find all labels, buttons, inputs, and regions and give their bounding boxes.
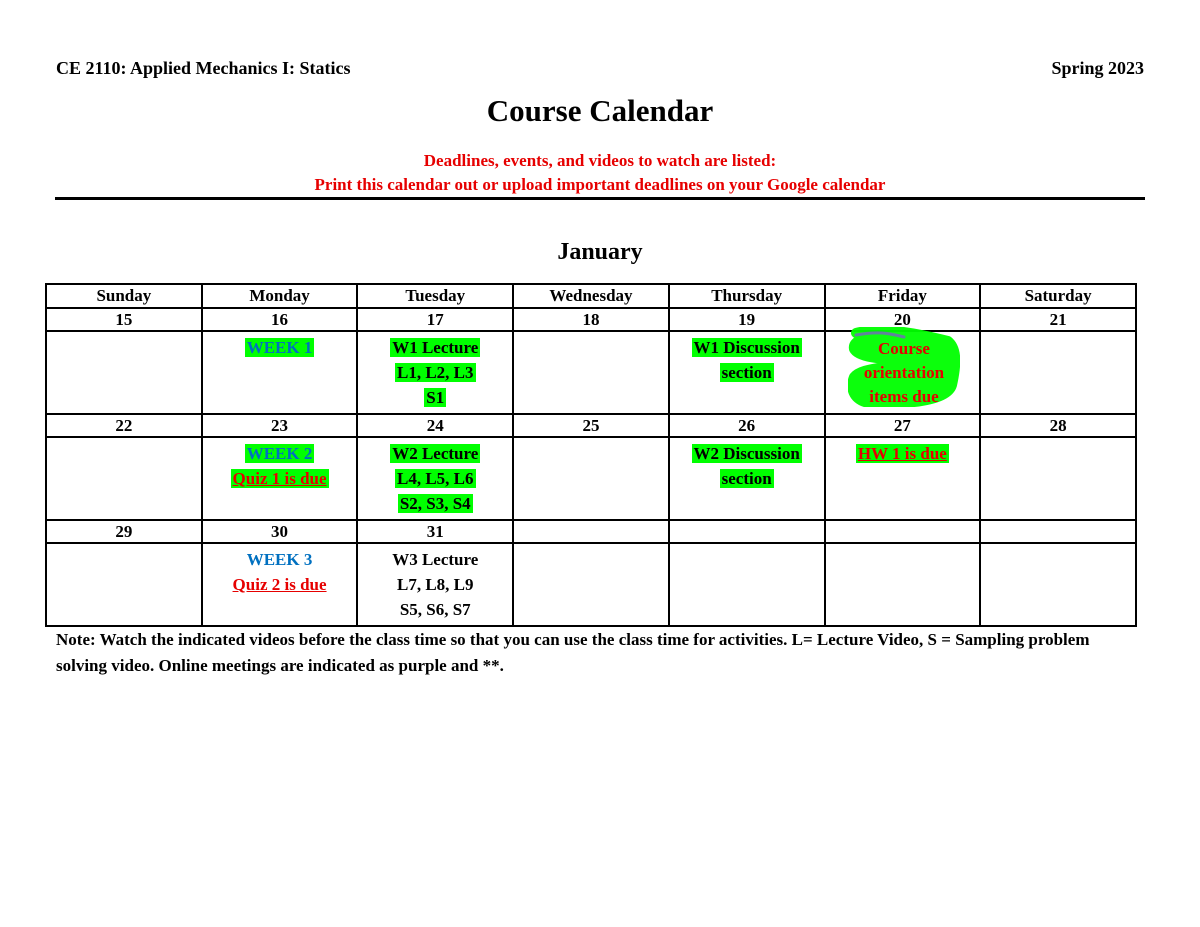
day-header: Thursday (669, 284, 825, 308)
date-cell: 22 (46, 414, 202, 437)
day-header: Monday (202, 284, 358, 308)
page-title: Course Calendar (486, 93, 714, 128)
day-header-row (46, 284, 1136, 308)
thursday-cell (669, 543, 825, 626)
content-row (46, 543, 1136, 626)
day-header: Sunday (46, 284, 202, 308)
quiz-due: Quiz 1 is due (232, 469, 327, 488)
sample-videos: S5, S6, S7 (399, 600, 471, 619)
quiz-due: Quiz 2 is due (232, 575, 327, 594)
divider (55, 197, 1145, 200)
week-label: WEEK 3 (246, 550, 313, 569)
date-cell: 18 (513, 308, 669, 331)
saturday-cell (980, 437, 1136, 520)
lecture-videos: L7, L8, L9 (396, 575, 474, 594)
date-cell (669, 520, 825, 543)
friday-cell (825, 437, 981, 520)
lecture-videos: L1, L2, L3 (396, 363, 474, 382)
date-cell: 31 (357, 520, 513, 543)
thursday-cell (669, 437, 825, 520)
date-cell: 17 (357, 308, 513, 331)
date-cell: 16 (202, 308, 358, 331)
discussion-line-2: section (721, 469, 772, 488)
friday-cell (825, 543, 981, 626)
day-header: Tuesday (357, 284, 513, 308)
orientation-line-3: items due (869, 387, 939, 406)
orientation-line-2: orientation (863, 363, 945, 382)
sunday-cell (46, 437, 202, 520)
saturday-cell (980, 543, 1136, 626)
week-label: WEEK 1 (246, 338, 313, 357)
orientation-line-1: Course (878, 339, 930, 358)
date-row (46, 520, 1136, 543)
sample-videos: S2, S3, S4 (399, 494, 471, 513)
monday-cell (202, 331, 358, 414)
date-cell: 27 (825, 414, 981, 437)
date-row (46, 308, 1136, 331)
wednesday-cell (513, 437, 669, 520)
instructions-line-2: Print this calendar out or upload important deadlines on your Google calendar (314, 175, 886, 194)
date-cell (513, 520, 669, 543)
date-cell: 20 (825, 308, 981, 331)
date-cell: 25 (513, 414, 669, 437)
saturday-cell (980, 331, 1136, 414)
date-cell: 26 (669, 414, 825, 437)
tuesday-cell (357, 543, 513, 626)
sunday-cell (46, 331, 202, 414)
wednesday-cell (513, 331, 669, 414)
date-cell: 29 (46, 520, 202, 543)
week-label: WEEK 2 (246, 444, 313, 463)
page-header (56, 58, 1144, 79)
instructions-line-1: Deadlines, events, and videos to watch are listed: (423, 151, 777, 170)
month-title: January (557, 239, 643, 265)
monday-cell (202, 437, 358, 520)
day-header: Saturday (980, 284, 1136, 308)
term: Spring 2023 (1051, 58, 1144, 78)
day-header: Wednesday (513, 284, 669, 308)
lecture-videos: L4, L5, L6 (396, 469, 474, 488)
date-cell: 24 (357, 414, 513, 437)
thursday-cell (669, 331, 825, 414)
tuesday-cell (357, 437, 513, 520)
date-cell: 21 (980, 308, 1136, 331)
day-header: Friday (825, 284, 981, 308)
footnote: Note: Watch the indicated videos before the class time so that you can use the class time for activities. L= Lecture Video, S = Sampling problem solving video. Online meetings are indicated as purple and **. (56, 630, 1090, 675)
date-cell: 28 (980, 414, 1136, 437)
sunday-cell (46, 543, 202, 626)
calendar-table (45, 283, 1137, 627)
discussion-line-2: section (721, 363, 772, 382)
content-row (46, 437, 1136, 520)
date-row (46, 414, 1136, 437)
discussion-line-1: W1 Discussion (693, 338, 800, 357)
lecture-title: W2 Lecture (392, 444, 479, 463)
date-cell: 15 (46, 308, 202, 331)
orientation-items-due (826, 337, 982, 409)
instructions (0, 149, 1200, 197)
lecture-title: W3 Lecture (392, 550, 479, 569)
sample-videos: S1 (426, 388, 445, 407)
date-cell: 19 (669, 308, 825, 331)
tuesday-cell (357, 331, 513, 414)
wednesday-cell (513, 543, 669, 626)
monday-cell (202, 543, 358, 626)
course-name: CE 2110: Applied Mechanics I: Statics (56, 58, 351, 78)
date-cell (825, 520, 981, 543)
date-cell: 23 (202, 414, 358, 437)
discussion-line-1: W2 Discussion (693, 444, 800, 463)
date-cell (980, 520, 1136, 543)
date-cell: 30 (202, 520, 358, 543)
hw-due: HW 1 is due (857, 444, 947, 463)
lecture-title: W1 Lecture (392, 338, 479, 357)
